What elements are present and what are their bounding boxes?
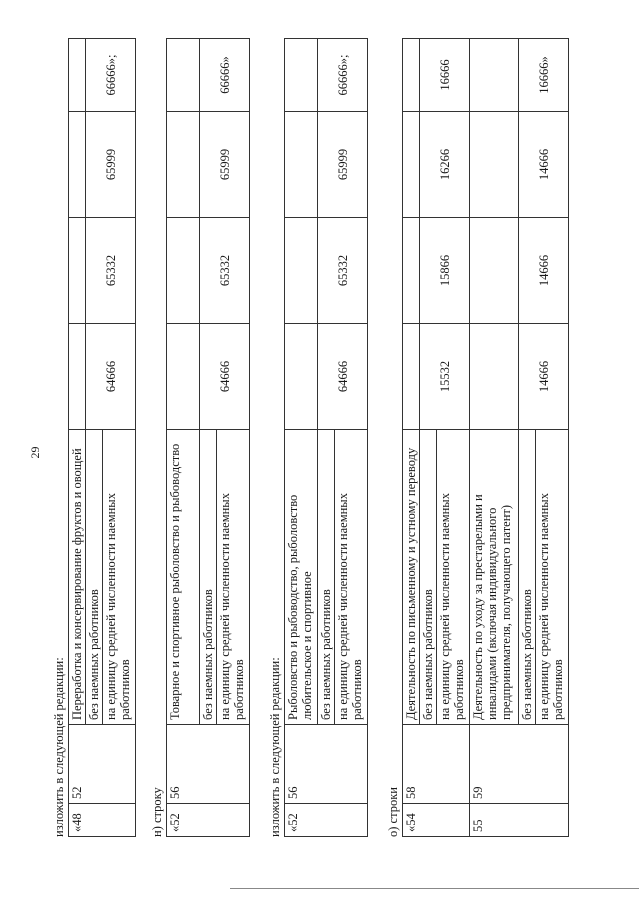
cell-index: 55 xyxy=(470,804,569,837)
cell-sub-2: на единицу средней численности наемных работников xyxy=(335,430,368,725)
cell-title: Деятельность по письменному и устному переводу xyxy=(403,430,420,725)
cell-index: «52 xyxy=(167,804,250,837)
table-row xyxy=(285,39,318,837)
cell-index: «54 xyxy=(403,804,470,837)
cell-value: 66666»; xyxy=(318,39,368,112)
cell-value: 16666 xyxy=(420,39,470,112)
cell-sub-2: на единицу средней численности наемных работников xyxy=(437,430,470,725)
table-2 xyxy=(166,38,250,837)
cell-value: 64666 xyxy=(318,324,368,430)
cell-value: 65999 xyxy=(200,112,250,218)
table-4 xyxy=(402,38,569,837)
cell-value: 15866 xyxy=(420,218,470,324)
cell-value: 65999 xyxy=(318,112,368,218)
cell-value: 16266 xyxy=(420,112,470,218)
cell-value: 66666»; xyxy=(86,39,136,112)
cell-sub-2: на единицу средней численности наемных работников xyxy=(536,430,569,725)
cell-value: 65332 xyxy=(200,218,250,324)
cell-title: Деятельность по уходу за престарелыми и инвалидами (включая индивидуального предпринимателя, получающего патент) xyxy=(470,430,519,725)
cell-code: 52 xyxy=(69,725,136,804)
label-o: о) строки xyxy=(386,787,400,837)
cell-code: 56 xyxy=(285,725,368,804)
cell-value: 14666 xyxy=(519,324,569,430)
cell-sub-1: без наемных работников xyxy=(86,430,103,725)
cell-value: 65332 xyxy=(86,218,136,324)
page-number: 29 xyxy=(28,446,42,459)
cell-value: 16666» xyxy=(519,39,569,112)
cell-code: 59 xyxy=(470,725,569,804)
cell-index: «48 xyxy=(69,804,136,837)
intro-text-2: изложить в следующей редакции: xyxy=(268,657,282,837)
cell-code: 56 xyxy=(167,725,250,804)
cell-sub-1: без наемных работников xyxy=(200,430,217,725)
cell-title: Переработка и консервирование фруктов и овощей xyxy=(69,430,86,725)
cell-value: 14666 xyxy=(519,112,569,218)
cell-value: 15532 xyxy=(420,324,470,430)
cell-code: 58 xyxy=(403,725,470,804)
cell-value: 14666 xyxy=(519,218,569,324)
table-3 xyxy=(284,38,368,837)
cell-title: Товарное и спортивное рыболовство и рыбоводство xyxy=(167,430,200,725)
table-1 xyxy=(68,38,136,837)
cell-sub-1: без наемных работников xyxy=(519,430,536,725)
table-row xyxy=(403,39,420,837)
cell-sub-2: на единицу средней численности наемных работников xyxy=(217,430,250,725)
cell-value: 64666 xyxy=(86,324,136,430)
cell-sub-1: без наемных работников xyxy=(318,430,335,725)
page-rule xyxy=(230,888,639,889)
table-row xyxy=(167,39,200,837)
table-row xyxy=(69,39,86,837)
cell-value: 65332 xyxy=(318,218,368,324)
label-n: н) строку xyxy=(150,787,164,837)
cell-value: 65999 xyxy=(86,112,136,218)
intro-text-1: изложить в следующей редакции: xyxy=(52,657,66,837)
cell-value: 66666» xyxy=(200,39,250,112)
cell-title: Рыболовство и рыбоводство, рыболовство любительское и спортивное xyxy=(285,430,318,725)
table-row xyxy=(470,39,519,837)
cell-index: «52 xyxy=(285,804,368,837)
cell-sub-1: без наемных работников xyxy=(420,430,437,725)
cell-value: 64666 xyxy=(200,324,250,430)
cell-sub-2: на единицу средней численности наемных работников xyxy=(103,430,136,725)
